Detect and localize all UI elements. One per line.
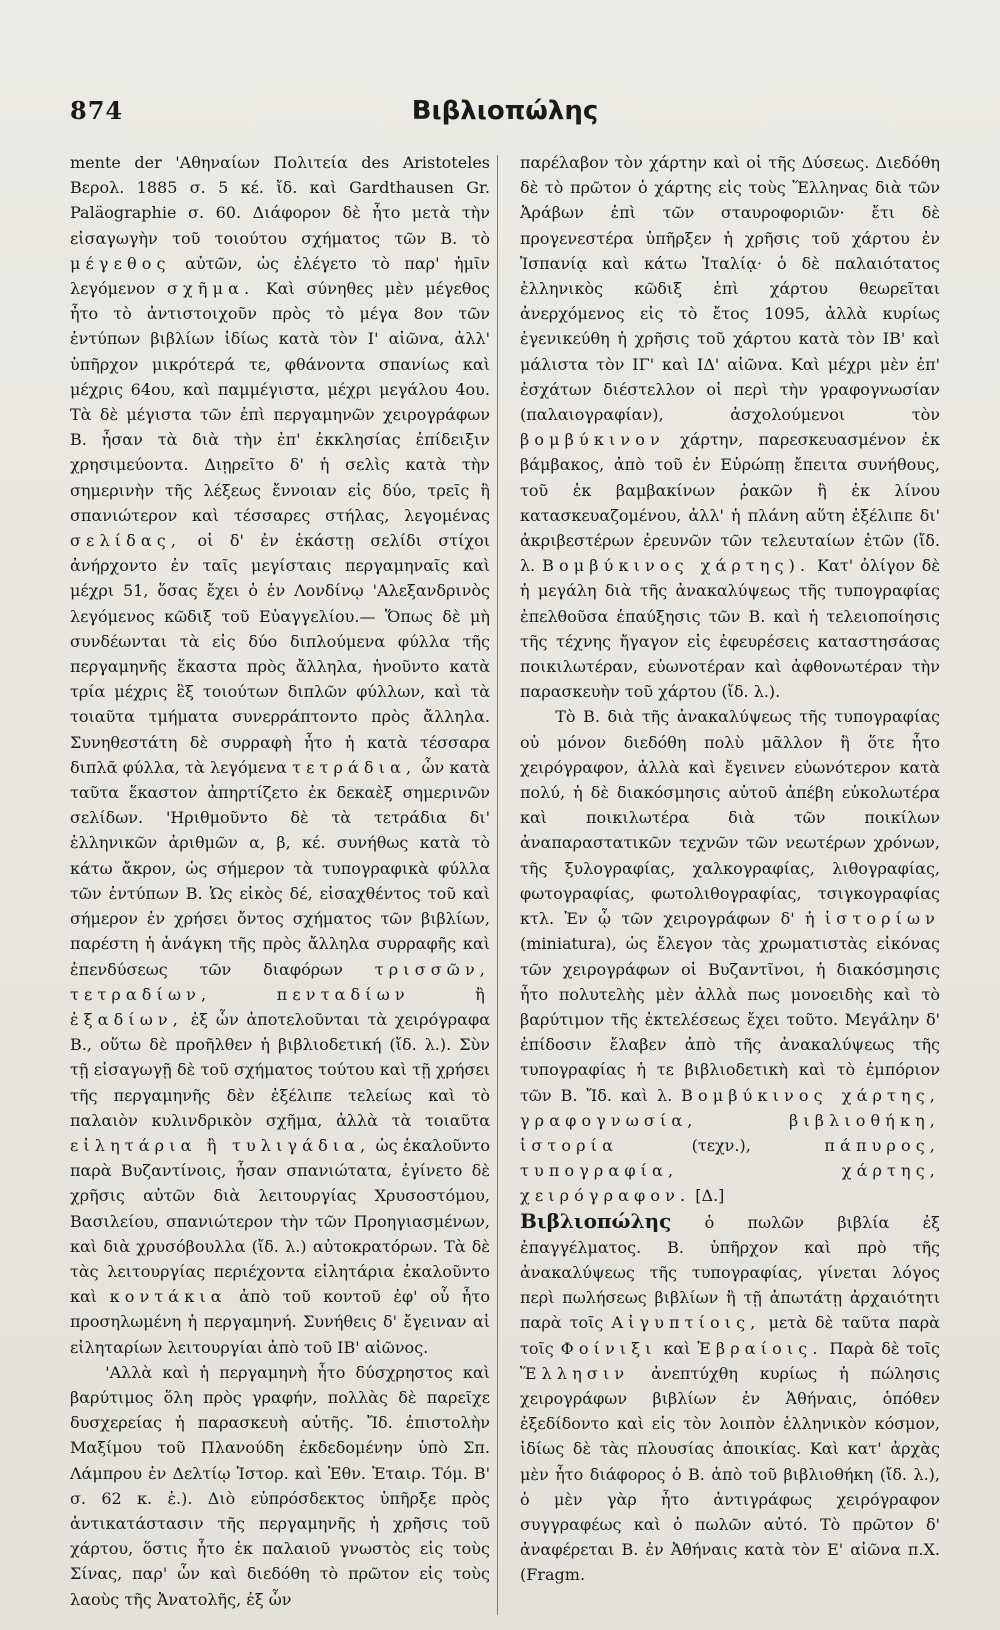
text: χάρτην, παρεσκευασμένον ἐκ βάμβακος, ἀπὸ τοῦ ἐν Εὐρώπῃ ἔπειτα συνήθους, τοῦ ἐκ βαμβακίνων ῥακῶν ἢ ἐκ λίνου κατασκευαζομένου, ἀλλ' ἡ πλάνη αὕτη ἐξέλιπε δι' ἀκριβεστέρων ἐρευνῶν τῶν τελευταίων ἐτῶν (ἴδ. λ. <box>520 430 940 576</box>
running-head: Βιβλιοπώλης <box>411 96 599 126</box>
right-column <box>520 150 940 1620</box>
text: ἀπὸ τοῦ κοντοῦ ἐφ' οὗ ἦτο προσηλωμένη ἡ περγαμηνή. Συνήθεις δ' ἔγειναν αἱ εἰληταρίων λειτουργίαι ἀπὸ τοῦ ΙΒ' αἰῶνος. <box>70 1287 490 1357</box>
spaced-term: τρισσῶν, τετραδίων, πενταδίων ἢ ἑξαδίων, <box>70 959 490 1029</box>
text: καὶ <box>663 1338 691 1358</box>
text: ὧν κατὰ ταῦτα ἕκαστον ἀπηρτίζετο ἐκ δεκαὲξ σημερινῶν σελίδων. 'Ηριθμοῦντο δὲ τὰ τετράδια δι' ἑλληνικῶν ἀριθμῶν α, β, κέ. συνήθως κατὰ τὸ κάτω ἄκρον, ὡς σήμερον τὰ τυπογραφικὰ φύλλα τῶν ἐντύπων Β. Ὡς εἰκὸς δέ, εἰσαχθέντος τοῦ καὶ σήμερον ἐν χρήσει ὄντος σχήματος τῶν βιβλίων, παρέστη ἡ ἀνάγκη τῆς πρὸς ἄλληλα συρραφῆς καὶ ἐπενδύσεως τῶν διαφόρων <box>70 757 490 979</box>
text: mente der 'Αθηναίων Πολιτεία des Aristoteles Βερολ. 1885 σ. 5 κέ. ἴδ. καὶ Gardthausen Gr. Paläographie σ. 60. Διάφορον δὲ ἦτο μετὰ τὴν εἰσαγωγὴν τοῦ τοιούτου σχήματος τῶν Β. τὸ <box>70 153 490 248</box>
text: Κατ' ὀλίγον δὲ ἡ μεγάλη διὰ τῆς ἀνακαλύψεως τῆς τυπογραφίας ἐπελθοῦσα ἐπαύξησις τῶν Β. καὶ ἡ τελειοποίησις τῆς τέχνης ἤγαγον εἰς ἐφευρέσεις καταστησάσας ποικιλωτέραν, εὐωνοτέραν καὶ ἀφθονωτέραν τὴν παρασκευὴν τοῦ χάρτου (ἴδ. λ.). <box>520 556 940 702</box>
text: Παρὰ δὲ τοῖς <box>829 1338 940 1358</box>
spaced-term: ἱστορίων <box>824 909 940 929</box>
spaced-term: Ἑβραίοις. <box>697 1338 823 1358</box>
text: μετὰ δὲ ταῦτα παρὰ τοῖς <box>520 1313 940 1358</box>
spaced-term: Αἰγυπτίοις, <box>611 1313 761 1333</box>
spaced-term: μέγεθος <box>70 253 171 273</box>
text: 'Αλλὰ καὶ ἡ περγαμηνὴ ἦτο δύσχρηστος καὶ βαρύτιμος ὅλη πρὸς γραφήν, πολλὰς δὲ παρεῖχε δυσχερείας ἡ παρασκευὴ αὐτῆς. Ἴδ. ἐπιστολὴν Μαξίμου τοῦ Πλανούδη ἐκδεδομένην ὑπὸ Σπ. Λάμπρου ἐν Δελτίῳ Ἱστορ. καὶ Ἐθν. Ἑταιρ. Τόμ. Β' σ. 62 κ. ἑ.). Διὸ εὐπρόσδεκτος ὑπῆρξε πρὸς ἀντικατάστασιν τῆς περγαμηνῆς ἡ χρῆσις τοῦ χάρτου, ὅστις ἦτο ἐκ παλαιοῦ γνωστὸς εἰς τοὺς Σίνας, παρ' ὧν καὶ διεδόθη τὸ πρῶτον εἰς τοὺς λαοὺς τῆς Ἀνατολῆς, ἐξ ὧν <box>70 1362 490 1609</box>
text: αὐτῶν, ὡς ἐλέγετο τὸ παρ' ἡμῖν λεγόμενον <box>70 253 490 299</box>
text: Καὶ σύνηθες μὲν μέγεθος ἦτο τὸ ἀντιστοιχοῦν πρὸς τὸ μέγα 8ον τῶν ἐντύπων βιβλίων ἰδίως κατὰ τὸν Ι' αἰῶνα, ἀλλ' ὑπῆρχον μικρότερά τε, φθάνοντα σπανίως καὶ μέχρις 64ου, καὶ παμμέγιστα, μέχρι μεγάλου 4ου. Τὰ δὲ μέγιστα τῶν ἐπὶ περγαμηνῶν χειρογράφων Β. ἦσαν τὰ διὰ τὴν ἐπ' ἐκκλησίας ἐπίδειξιν χρησιμεύοντα. Διῃρεῖτο δ' ἡ σελὶς κατὰ τὴν σημερινὴν τῆς λέξεως ἔννοιαν εἰς δύο, τρεῖς ἢ σπανιώτερον καὶ τέσσαρες στήλας, λεγομένας <box>70 279 490 525</box>
spaced-term: Φοίνιξι <box>560 1338 657 1358</box>
paragraph <box>520 704 940 1208</box>
text: (miniatura), ὡς ἔλεγον τὰς χρωματιστὰς εἰκόνας τῶν χειρογράφων οἱ Βυζαντῖνοι, ἡ διακόσμησις ἦτο πολυτελὴς μὲν ἀλλὰ πως μονοειδὴς καὶ τὸ βαρύτιμον τῆς ἐκτελέσεως ἔχει τοῦτο. Μεγάλην δ' ἐπίδοσιν ἔλαβεν ἀπὸ τῆς ἀνακαλύψεως τῆς τυπογραφίας ἡ τε βιβλιοδετικὴ καὶ τὸ ἐμπόριον τῶν Β. Ἴδ. καὶ λ. <box>520 934 940 1105</box>
text: οἱ δ' ἐν ἑκάστῃ σελίδι στίχοι ἀνήρχοντο ἐν ταῖς μεγίσταις περγαμηναῖς καὶ μέχρι 51, ὅσας ἔχει ὁ ἐν Λονδίνῳ 'Αλεξανδρινὸς λεγόμενος κῶδιξ τοῦ Εὐαγγελίου.— Ὅπως δὲ μὴ συνδέωνται τὰ εἰς δύο διπλούμενα φύλλα τῆς περγαμηνῆς ἕκαστα πρὸς ἄλληλα, ἡνοῦντο κατὰ τρία μέχρις ἓξ τοιούτων διπλῶν φύλλων, καὶ τὰ τοιαῦτα τμήματα συνερράπτοντο πρὸς ἄλληλα. Συνηθεστάτη δὲ συρραφὴ ἦτο ἡ κατὰ τέσσαρα διπλᾶ φύλλα, τὰ λεγόμενα <box>70 531 490 777</box>
entry <box>520 1209 940 1588</box>
text: Τὸ Β. διὰ τῆς ἀνακαλύψεως τῆς τυπογραφίας οὐ μόνον διεδόθη πολὺ μᾶλλον ἢ ὅτε ἦτο χειρόγραφον, ἀλλὰ καὶ ἔγεινεν εὐωνότερον κατὰ πολύ, ἡ δὲ διακόσμησις αὐτοῦ ἀπέβη εὐκολωτέρα καὶ ποικιλωτέρα διὰ τῶν ποικίλων ἀναπαραστατικῶν τεχνῶν τῶν νεωτέρων χρόνων, τῆς ξυλογραφίας, χαλκογραφίας, λιθογραφίας, φωτογραφίας, φωτολιθογραφίας, τσιγκογραφίας κτλ. Ἐν ᾧ τῶν χειρογράφων δ' ἡ <box>520 707 940 929</box>
spaced-term: Ἕλλησιν <box>520 1363 630 1383</box>
text: ὁ πωλῶν βιβλία ἐξ ἐπαγγέλματος. Β. ὑπῆρχον καὶ πρὸ τῆς ἀνακαλύψεως τῆς τυπογραφίας, γίνεται λόγος περὶ πωλήσεως βιβλίων ἢ τῇ ἀπωτάτῃ ἀρχαιότητι παρὰ τοῖς <box>520 1212 940 1333</box>
paragraph <box>520 150 940 704</box>
spaced-term: σελίδας, <box>70 531 182 551</box>
text: ἐξ ὧν ἀποτελοῦνται τὰ χειρόγραφα Β., οὕτω δὲ προῆλθεν ἡ βιβλιοδετική (ἴδ. λ.). Σὺν τῇ εἰσαγωγῇ δὲ τοῦ σχήματος τούτου καὶ τῇ χρήσει τῆς περγαμηνῆς δὲν ἐξέλιπε τελείως καὶ τὸ παλαιὸν κυλινδρικὸν σχῆμα, ἀλλὰ τὰ τοιαῦτα <box>70 1009 490 1130</box>
text: [Δ.] <box>695 1186 725 1206</box>
spaced-term: βομβύκινον <box>520 430 665 450</box>
column-divider <box>497 155 498 1615</box>
page-number: 874 <box>70 96 124 125</box>
text: (τεχν.), <box>691 1135 751 1155</box>
spaced-term: πάπυρος, τυπογραφία, χάρτης, χειρόγραφον. <box>520 1135 940 1206</box>
spaced-term: Βομβύκινος χάρτης). <box>542 556 811 576</box>
spaced-term: εἰλητάρια ἢ τυλιγάδια, <box>70 1135 371 1155</box>
spaced-term: σχῆμα. <box>167 279 255 299</box>
paragraph <box>70 150 490 1360</box>
page-header <box>70 96 940 136</box>
spaced-term: τετράδια, <box>292 757 417 777</box>
left-column <box>70 150 490 1620</box>
paragraph <box>70 1360 490 1612</box>
spaced-term: κοντάκια <box>109 1287 227 1307</box>
text: ἀνεπτύχθη κυρίως ἡ πώλησις χειρογράφων βιβλίων ἐν Ἀθήναις, ὁπόθεν ἐξεδίδοντο καὶ εἰς τὸν λοιπὸν ἑλληνικὸν κόσμον, ἰδίως δὲ τὰς πλουσίας ἀποικίας. Καὶ κατ' ἀρχὰς μὲν ἦτο διάφορος ὁ Β. ἀπὸ τοῦ βιβλιοθήκη (ἴδ. λ.), ὁ μὲν γὰρ ἦτο ἀντιγράφως χειρόγραφον συγγραφέως καὶ ὁ πωλῶν αὐτό. Τὸ πρῶτον δ' ἀναφέρεται Β. ἐν Ἀθήναις κατὰ τὸν Ε' αἰῶνα π.Χ. (Fragm. <box>520 1363 940 1585</box>
spaced-term: Βομβύκινος χάρτης, γραφογνωσία, βιβλιοθήκη, ἱστορία <box>520 1085 940 1155</box>
text: παρέλαβον τὸν χάρτην καὶ οἱ τῆς Δύσεως. Διεδόθη δὲ τὸ πρῶτον ὁ χάρτης εἰς τοὺς Ἕλληνας διὰ τῶν Ἀράβων ἐπὶ τῶν σταυροφοριῶν· ἔτι δὲ προγενεστέρα ὑπῆρξεν ἡ χρῆσις τοῦ χάρτου ἐν Ἱσπανίᾳ καὶ κάτω Ἰταλίᾳ· ὁ δὲ παλαιότατος ἑλληνικὸς κῶδιξ ἐπὶ χάρτου θεωρεῖται ἀνερχόμενος εἰς τὸ ἔτος 1095, ἀλλὰ κυρίως ἐγενικεύθη ἡ χρῆσις τοῦ χάρτου κατὰ τὸν ΙΒ' καὶ μάλιστα τὸν ΙΓ' καὶ ΙΔ' αἰῶνα. Καὶ μέχρι μὲν ἐπ' ἐσχάτων διέστελλον οἱ περὶ τὴν γραφογνωσίαν (παλαιογραφίαν), ἀσχολούμενοι τὸν <box>520 153 940 425</box>
entry-headword: Βιβλιοπώλης <box>520 1208 672 1233</box>
text: ὡς ἐκαλοῦντο παρὰ Βυζαντίνοις, ἦσαν σπανιώτατα, ἐγίνετο δὲ χρῆσις αὐτῶν διὰ λειτουργίας Χρυσοστόμου, Βασιλείου, σπανιώτερον τὴν τῶν Προηγιασμένων, καὶ διὰ χρυσόβουλλα (ἴδ. λ.) αὐτοκρατόρων. Τὰ δὲ τὰς λειτουργίας περιέχοντα εἰλητάρια ἐκαλοῦντο καὶ <box>70 1135 490 1307</box>
